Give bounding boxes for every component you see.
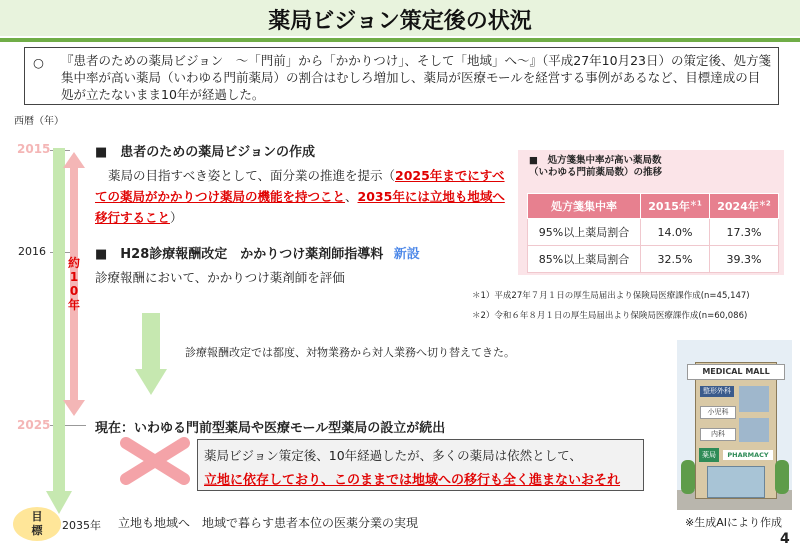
section1-heading: ■ 患者のための薬局ビジョンの作成 xyxy=(95,145,316,160)
clinic-panel: 整形外科 xyxy=(700,386,734,397)
section1-text xyxy=(95,165,505,228)
footnote-2: ＊2）令和６年８月１日の厚生局届出より保険局医療課作成(n=60,086) xyxy=(472,311,748,321)
section1-emphasis-1: 2025年までにすべての薬局がかかりつけ薬局の機能を持つこと xyxy=(95,168,505,204)
pharmacy-sign-jp: 薬局 xyxy=(699,448,719,462)
span-char: 1 xyxy=(69,270,79,284)
year-2025: 2025 xyxy=(17,418,51,432)
span-char: 年 xyxy=(68,298,81,312)
table-cell: 17.3% xyxy=(710,219,779,246)
year-2015: 2015 xyxy=(17,142,51,156)
summary-text: 『患者のための薬局ビジョン ～「門前」から「かかりつけ」、そして「地域」へ～』（平成27年10月23日）の策定後、処方箋集中率が高い薬局（いわゆる門前薬局）の割合はむしろ増加し、薬局が医療モールを経営する事例があるなど、目標達成の目処が立たないまま10年が経過した。 xyxy=(61,53,771,102)
callout-box xyxy=(197,439,644,491)
axis-label: 西暦（年） xyxy=(14,116,64,127)
medical-mall-illustration xyxy=(677,340,792,510)
summary-box xyxy=(24,47,779,105)
year-2016: 2016 xyxy=(18,245,46,258)
section2-text: 診療報酬において、かかりつけ薬剤師を評価 xyxy=(95,270,345,285)
span-label xyxy=(68,256,80,312)
section1-text-part: 、 xyxy=(345,189,358,204)
section1-emphasis-2: 2035年には立地も地域へ移行すること xyxy=(95,189,505,225)
span-char: 約 xyxy=(68,256,81,270)
table-header: 2024年$^{*2}$ xyxy=(710,194,779,219)
tree xyxy=(775,460,789,494)
section2-heading xyxy=(95,243,420,262)
entrance xyxy=(707,466,765,498)
table-caption-line: （いわゆる門前薬局数）の推移 xyxy=(529,167,663,178)
table-header: 処方箋集中率 xyxy=(528,194,641,219)
table-cell: 95%以上薬局割合 xyxy=(528,219,641,246)
page-title: 薬局ビジョン策定後の状況 xyxy=(268,9,532,34)
callout-line1: 薬局ビジョン策定後、10年経過したが、多くの薬局は依然として、 xyxy=(204,448,582,463)
section1-text-part: 薬局の目指すべき姿として、面分業の推進を提示（ xyxy=(108,168,396,183)
new-tag: 新設 xyxy=(393,247,420,262)
table-cell: 85%以上薬局割合 xyxy=(528,246,641,273)
goal-badge xyxy=(13,507,61,541)
window xyxy=(739,386,769,412)
image-credit: ※生成AIにより作成 xyxy=(685,516,782,529)
data-table xyxy=(527,193,779,273)
table-header-row xyxy=(528,194,779,219)
window xyxy=(739,418,769,442)
table-row xyxy=(528,246,779,273)
arrow-note: 診療報酬改定では都度、対物業務から対人業務へ切り替えてきた。 xyxy=(185,346,515,359)
current-heading: 現在：いわゆる門前型薬局や医療モール型薬局の設立が続出 xyxy=(95,421,446,436)
clinic-panel: 小児科 xyxy=(700,406,736,419)
table-cell: 14.0% xyxy=(641,219,710,246)
goal-char: 目 xyxy=(31,510,43,523)
section1-text-part: ） xyxy=(170,210,183,225)
callout-line2: 立地に依存しており、このままでは地域への移行も全く進まないおそれ xyxy=(204,473,621,488)
summary-bullet: ○ xyxy=(33,55,44,70)
table-cell: 39.3% xyxy=(710,246,779,273)
pharmacy-sign-en: PHARMACY xyxy=(723,450,773,460)
table-cell: 32.5% xyxy=(641,246,710,273)
year-2035: 2035年 xyxy=(62,519,101,532)
span-char: 0 xyxy=(69,284,79,298)
section2-heading-text: ■ H28診療報酬改定 かかりつけ薬剤師指導料 xyxy=(95,247,384,262)
goal-char: 標 xyxy=(31,524,43,537)
clinic-panel: 内科 xyxy=(700,428,736,441)
down-arrow xyxy=(135,313,167,395)
x-mark-icon xyxy=(120,437,190,485)
page-number: 4 xyxy=(780,531,790,547)
goal-text: 立地も地域へ 地域で暮らす患者本位の医薬分業の実現 xyxy=(118,516,419,530)
mall-sign: MEDICAL MALL xyxy=(687,364,785,380)
tree xyxy=(681,460,695,494)
table-row xyxy=(528,219,779,246)
table-header: 2015年$^{*1}$ xyxy=(641,194,710,219)
table-caption-line: ■ 処方箋集中率が高い薬局数 xyxy=(529,155,662,166)
table-caption xyxy=(529,155,662,179)
title-underline xyxy=(0,38,800,42)
footnote-1: ＊1）平成27年７月１日の厚生局届出より保険局医療課作成(n=45,147) xyxy=(472,291,750,301)
